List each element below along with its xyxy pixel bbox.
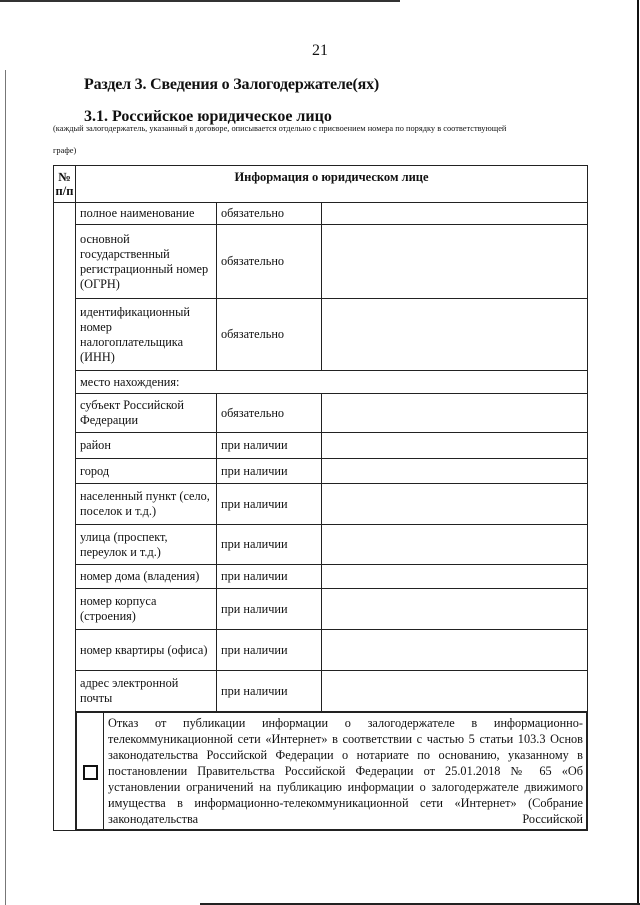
- field-requirement: при наличии: [217, 433, 322, 459]
- table-row: [54, 225, 588, 299]
- region-input[interactable]: [322, 394, 588, 433]
- refusal-cell: [76, 712, 588, 831]
- table-row: [54, 565, 588, 589]
- refusal-row: [54, 712, 588, 831]
- pledgee-info-table: [53, 165, 588, 831]
- field-requirement: обязательно: [217, 394, 322, 433]
- section-title: Раздел 3. Сведения о Залогодержателе(ях): [84, 76, 380, 93]
- table-row: [54, 459, 588, 484]
- field-label: город: [76, 459, 217, 484]
- city-input[interactable]: [322, 459, 588, 484]
- field-label: идентификационный номер налогоплательщика (ИНН): [76, 299, 217, 371]
- apartment-number-input[interactable]: [322, 630, 588, 671]
- table-header-row: [54, 166, 588, 203]
- field-label: номер квартиры (офиса): [76, 630, 217, 671]
- field-requirement: при наличии: [217, 630, 322, 671]
- field-label: номер дома (владения): [76, 565, 217, 589]
- field-requirement: при наличии: [217, 671, 322, 712]
- instruction-note-tail: графе): [53, 146, 77, 155]
- header-number: № п/п: [54, 166, 76, 203]
- district-input[interactable]: [322, 433, 588, 459]
- field-requirement: обязательно: [217, 225, 322, 299]
- field-label: субъект Российской Федерации: [76, 394, 217, 433]
- header-info: Информация о юридическом лице: [76, 166, 588, 203]
- location-heading-row: [54, 371, 588, 394]
- page-number: 21: [312, 42, 328, 59]
- instruction-note: (каждый залогодержатель, указанный в договоре, описывается отдельно с присвоением номера по порядку в соответствующей: [53, 124, 507, 133]
- field-requirement: при наличии: [217, 484, 322, 525]
- street-input[interactable]: [322, 525, 588, 565]
- subsection-title: 3.1. Российское юридическое лицо: [84, 108, 332, 125]
- full-name-input[interactable]: [322, 203, 588, 225]
- table-row: [54, 525, 588, 565]
- building-number-input[interactable]: [322, 589, 588, 630]
- refusal-checkbox[interactable]: [83, 765, 98, 780]
- table-row: [54, 630, 588, 671]
- field-label: полное наименование: [76, 203, 217, 225]
- field-requirement: при наличии: [217, 589, 322, 630]
- field-requirement: при наличии: [217, 459, 322, 484]
- table-row: [54, 299, 588, 371]
- inn-input[interactable]: [322, 299, 588, 371]
- settlement-input[interactable]: [322, 484, 588, 525]
- field-label: адрес электронной почты: [76, 671, 217, 712]
- field-label: основной государственный регистрационный номер (ОГРН): [76, 225, 217, 299]
- scan-edge-right: [637, 0, 639, 905]
- table-row: [54, 394, 588, 433]
- field-label: населенный пункт (село, поселок и т.д.): [76, 484, 217, 525]
- table-row: [54, 484, 588, 525]
- ogrn-input[interactable]: [322, 225, 588, 299]
- field-requirement: при наличии: [217, 565, 322, 589]
- location-heading: место нахождения:: [76, 371, 588, 394]
- email-input[interactable]: [322, 671, 588, 712]
- table-row: [54, 589, 588, 630]
- field-requirement: обязательно: [217, 203, 322, 225]
- scan-edge-left: [5, 70, 6, 905]
- field-label: район: [76, 433, 217, 459]
- table-row: [54, 671, 588, 712]
- refusal-text: Отказ от публикации информации о залогодержателе в информационно-телекоммуникационной сети «Интернет» в соответствии с частью 5 статьи 103.3 Основ законодательства Российской Федерации о нотариате по основанию, указанному в постановлении Правительства Российской Федерации от 25.01.2018 № 65 «Об установлении ограничений на публикацию информации о залогодержателе движимого имущества в информационно-телекоммуникационной сети «Интернет» (Собрание законодательства Российской: [104, 713, 587, 830]
- house-number-input[interactable]: [322, 565, 588, 589]
- field-label: номер корпуса (строения): [76, 589, 217, 630]
- field-label: улица (проспект, переулок и т.д.): [76, 525, 217, 565]
- row-number-cell[interactable]: [54, 203, 76, 831]
- table-row: [54, 203, 588, 225]
- scan-edge-top: [0, 0, 400, 2]
- field-requirement: обязательно: [217, 299, 322, 371]
- table-row: [54, 433, 588, 459]
- field-requirement: при наличии: [217, 525, 322, 565]
